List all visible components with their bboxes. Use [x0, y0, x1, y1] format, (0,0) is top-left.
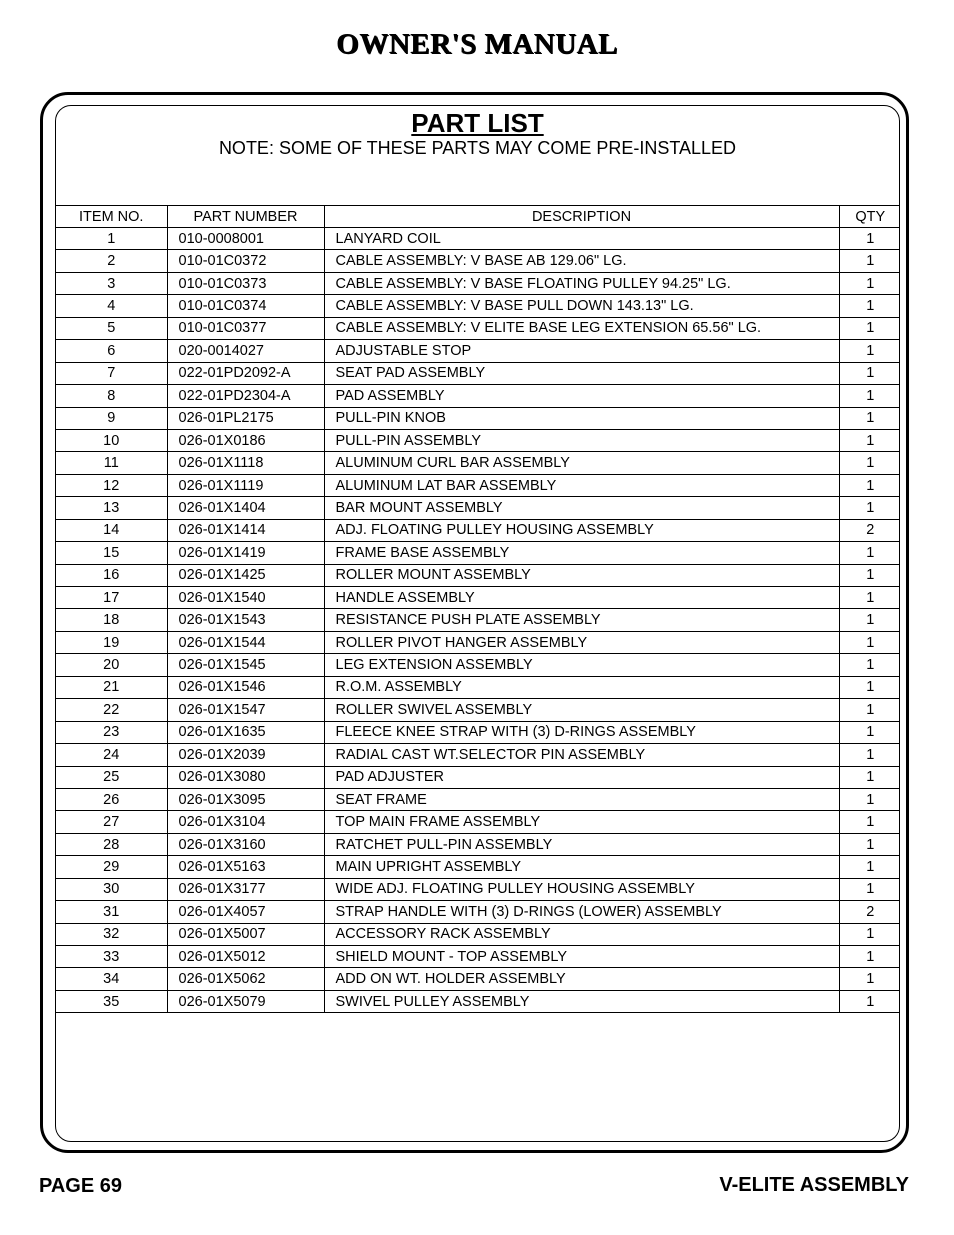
- table-row: [56, 990, 900, 1012]
- table-row: [56, 385, 900, 407]
- item-number-cell: 20: [56, 654, 167, 676]
- quantity-cell: 1: [839, 923, 900, 945]
- part-number-cell: 026-01PL2175: [167, 407, 324, 429]
- description-cell: PAD ADJUSTER: [324, 766, 839, 788]
- item-number-cell: 11: [56, 452, 167, 474]
- item-number-cell: 13: [56, 497, 167, 519]
- item-number-cell: 32: [56, 923, 167, 945]
- manual-title: OWNER'S MANUAL: [336, 28, 618, 60]
- quantity-cell: 1: [839, 362, 900, 384]
- part-number-cell: 026-01X3160: [167, 833, 324, 855]
- description-cell: BAR MOUNT ASSEMBLY: [324, 497, 839, 519]
- part-number-cell: 026-01X3095: [167, 788, 324, 810]
- table-row: [56, 766, 900, 788]
- description-cell: FRAME BASE ASSEMBLY: [324, 542, 839, 564]
- item-number-cell: 9: [56, 407, 167, 429]
- section-name: V-ELITE ASSEMBLY: [719, 1174, 909, 1196]
- table-row: [56, 587, 900, 609]
- table-row: [56, 878, 900, 900]
- column-header-description: DESCRIPTION: [324, 206, 839, 228]
- description-cell: RESISTANCE PUSH PLATE ASSEMBLY: [324, 609, 839, 631]
- table-row: [56, 923, 900, 945]
- part-number-cell: 026-01X3177: [167, 878, 324, 900]
- table-row: [56, 474, 900, 496]
- description-cell: ACCESSORY RACK ASSEMBLY: [324, 923, 839, 945]
- item-number-cell: 22: [56, 699, 167, 721]
- part-number-cell: 026-01X3104: [167, 811, 324, 833]
- part-number-cell: 022-01PD2304-A: [167, 385, 324, 407]
- quantity-cell: 2: [839, 901, 900, 923]
- item-number-cell: 26: [56, 788, 167, 810]
- quantity-cell: 1: [839, 609, 900, 631]
- description-cell: STRAP HANDLE WITH (3) D-RINGS (LOWER) ASSEMBLY: [324, 901, 839, 923]
- description-cell: ADD ON WT. HOLDER ASSEMBLY: [324, 968, 839, 990]
- quantity-cell: 1: [839, 654, 900, 676]
- description-cell: SHIELD MOUNT - TOP ASSEMBLY: [324, 946, 839, 968]
- quantity-cell: 1: [839, 878, 900, 900]
- page-number: PAGE 69: [39, 1175, 122, 1197]
- table-row: [56, 340, 900, 362]
- quantity-cell: 1: [839, 340, 900, 362]
- item-number-cell: 7: [56, 362, 167, 384]
- part-number-cell: 026-01X0186: [167, 429, 324, 451]
- description-cell: R.O.M. ASSEMBLY: [324, 676, 839, 698]
- table-row: [56, 542, 900, 564]
- table-row: [56, 564, 900, 586]
- description-cell: HANDLE ASSEMBLY: [324, 587, 839, 609]
- part-number-cell: 026-01X2039: [167, 744, 324, 766]
- part-list-title: PART LIST: [411, 108, 544, 138]
- table-row: [56, 317, 900, 339]
- table-row: [56, 452, 900, 474]
- quantity-cell: 1: [839, 856, 900, 878]
- table-row: [56, 856, 900, 878]
- part-number-cell: 026-01X1543: [167, 609, 324, 631]
- description-cell: ROLLER PIVOT HANGER ASSEMBLY: [324, 631, 839, 653]
- quantity-cell: 1: [839, 990, 900, 1012]
- item-number-cell: 3: [56, 272, 167, 294]
- part-number-cell: 026-01X1404: [167, 497, 324, 519]
- table-row: [56, 946, 900, 968]
- part-list-note: NOTE: SOME OF THESE PARTS MAY COME PRE-INSTALLED: [218, 138, 737, 158]
- part-number-cell: 026-01X1544: [167, 631, 324, 653]
- description-cell: ROLLER SWIVEL ASSEMBLY: [324, 699, 839, 721]
- quantity-cell: 1: [839, 744, 900, 766]
- part-number-cell: 026-01X1546: [167, 676, 324, 698]
- description-cell: RATCHET PULL-PIN ASSEMBLY: [324, 833, 839, 855]
- column-header-part-number: PART NUMBER: [167, 206, 324, 228]
- part-number-cell: 026-01X1425: [167, 564, 324, 586]
- item-number-cell: 35: [56, 990, 167, 1012]
- part-number-cell: 026-01X1414: [167, 519, 324, 541]
- item-number-cell: 25: [56, 766, 167, 788]
- item-number-cell: 24: [56, 744, 167, 766]
- description-cell: PULL-PIN KNOB: [324, 407, 839, 429]
- part-number-cell: 022-01PD2092-A: [167, 362, 324, 384]
- quantity-cell: 1: [839, 631, 900, 653]
- item-number-cell: 27: [56, 811, 167, 833]
- description-cell: CABLE ASSEMBLY: V BASE FLOATING PULLEY 94.25" LG.: [324, 272, 839, 294]
- table-row: [56, 519, 900, 541]
- column-header-item-no: ITEM NO.: [56, 206, 167, 228]
- item-number-cell: 19: [56, 631, 167, 653]
- quantity-cell: 2: [839, 519, 900, 541]
- part-number-cell: 010-01C0372: [167, 250, 324, 272]
- quantity-cell: 1: [839, 295, 900, 317]
- item-number-cell: 34: [56, 968, 167, 990]
- quantity-cell: 1: [839, 676, 900, 698]
- column-header-qty: QTY: [839, 206, 900, 228]
- item-number-cell: 18: [56, 609, 167, 631]
- part-number-cell: 026-01X5007: [167, 923, 324, 945]
- description-cell: LANYARD COIL: [324, 228, 839, 250]
- table-row: [56, 744, 900, 766]
- item-number-cell: 17: [56, 587, 167, 609]
- quantity-cell: 1: [839, 452, 900, 474]
- quantity-cell: 1: [839, 272, 900, 294]
- part-number-cell: 026-01X4057: [167, 901, 324, 923]
- item-number-cell: 33: [56, 946, 167, 968]
- item-number-cell: 5: [56, 317, 167, 339]
- quantity-cell: 1: [839, 946, 900, 968]
- quantity-cell: 1: [839, 407, 900, 429]
- part-number-cell: 026-01X1118: [167, 452, 324, 474]
- part-number-cell: 026-01X5079: [167, 990, 324, 1012]
- part-number-cell: 026-01X1545: [167, 654, 324, 676]
- table-row: [56, 968, 900, 990]
- quantity-cell: 1: [839, 385, 900, 407]
- description-cell: ALUMINUM CURL BAR ASSEMBLY: [324, 452, 839, 474]
- item-number-cell: 28: [56, 833, 167, 855]
- parts-table-body: [56, 228, 900, 1013]
- item-number-cell: 30: [56, 878, 167, 900]
- part-number-cell: 026-01X1540: [167, 587, 324, 609]
- table-row: [56, 788, 900, 810]
- parts-table: [56, 205, 900, 1013]
- part-number-cell: 020-0014027: [167, 340, 324, 362]
- table-row: [56, 721, 900, 743]
- part-number-cell: 026-01X1635: [167, 721, 324, 743]
- table-row: [56, 654, 900, 676]
- part-number-cell: 026-01X5163: [167, 856, 324, 878]
- item-number-cell: 16: [56, 564, 167, 586]
- description-cell: ALUMINUM LAT BAR ASSEMBLY: [324, 474, 839, 496]
- quantity-cell: 1: [839, 587, 900, 609]
- item-number-cell: 2: [56, 250, 167, 272]
- table-row: [56, 362, 900, 384]
- description-cell: TOP MAIN FRAME ASSEMBLY: [324, 811, 839, 833]
- quantity-cell: 1: [839, 474, 900, 496]
- table-row: [56, 228, 900, 250]
- table-row: [56, 676, 900, 698]
- item-number-cell: 23: [56, 721, 167, 743]
- description-cell: WIDE ADJ. FLOATING PULLEY HOUSING ASSEMBLY: [324, 878, 839, 900]
- description-cell: CABLE ASSEMBLY: V BASE PULL DOWN 143.13" LG.: [324, 295, 839, 317]
- quantity-cell: 1: [839, 766, 900, 788]
- table-row: [56, 901, 900, 923]
- quantity-cell: 1: [839, 317, 900, 339]
- item-number-cell: 1: [56, 228, 167, 250]
- item-number-cell: 10: [56, 429, 167, 451]
- quantity-cell: 1: [839, 564, 900, 586]
- part-list-panel: [55, 105, 900, 1142]
- part-number-cell: 026-01X1419: [167, 542, 324, 564]
- description-cell: PULL-PIN ASSEMBLY: [324, 429, 839, 451]
- quantity-cell: 1: [839, 228, 900, 250]
- description-cell: ADJUSTABLE STOP: [324, 340, 839, 362]
- description-cell: SEAT PAD ASSEMBLY: [324, 362, 839, 384]
- quantity-cell: 1: [839, 788, 900, 810]
- table-row: [56, 272, 900, 294]
- item-number-cell: 4: [56, 295, 167, 317]
- table-row: [56, 250, 900, 272]
- description-cell: FLEECE KNEE STRAP WITH (3) D-RINGS ASSEMBLY: [324, 721, 839, 743]
- table-header-row: [56, 206, 900, 228]
- description-cell: MAIN UPRIGHT ASSEMBLY: [324, 856, 839, 878]
- quantity-cell: 1: [839, 429, 900, 451]
- description-cell: CABLE ASSEMBLY: V BASE AB 129.06" LG.: [324, 250, 839, 272]
- table-row: [56, 609, 900, 631]
- part-number-cell: 026-01X1119: [167, 474, 324, 496]
- part-number-cell: 026-01X5062: [167, 968, 324, 990]
- description-cell: PAD ASSEMBLY: [324, 385, 839, 407]
- table-row: [56, 699, 900, 721]
- item-number-cell: 31: [56, 901, 167, 923]
- quantity-cell: 1: [839, 497, 900, 519]
- table-row: [56, 631, 900, 653]
- quantity-cell: 1: [839, 968, 900, 990]
- quantity-cell: 1: [839, 811, 900, 833]
- item-number-cell: 15: [56, 542, 167, 564]
- item-number-cell: 14: [56, 519, 167, 541]
- table-row: [56, 811, 900, 833]
- description-cell: SEAT FRAME: [324, 788, 839, 810]
- description-cell: LEG EXTENSION ASSEMBLY: [324, 654, 839, 676]
- item-number-cell: 12: [56, 474, 167, 496]
- description-cell: CABLE ASSEMBLY: V ELITE BASE LEG EXTENSION 65.56" LG.: [324, 317, 839, 339]
- quantity-cell: 1: [839, 833, 900, 855]
- table-row: [56, 833, 900, 855]
- part-number-cell: 010-0008001: [167, 228, 324, 250]
- quantity-cell: 1: [839, 250, 900, 272]
- description-cell: RADIAL CAST WT.SELECTOR PIN ASSEMBLY: [324, 744, 839, 766]
- part-number-cell: 010-01C0374: [167, 295, 324, 317]
- item-number-cell: 21: [56, 676, 167, 698]
- part-number-cell: 010-01C0373: [167, 272, 324, 294]
- quantity-cell: 1: [839, 699, 900, 721]
- part-number-cell: 010-01C0377: [167, 317, 324, 339]
- item-number-cell: 8: [56, 385, 167, 407]
- part-number-cell: 026-01X1547: [167, 699, 324, 721]
- table-row: [56, 429, 900, 451]
- description-cell: ADJ. FLOATING PULLEY HOUSING ASSEMBLY: [324, 519, 839, 541]
- description-cell: ROLLER MOUNT ASSEMBLY: [324, 564, 839, 586]
- table-row: [56, 295, 900, 317]
- part-number-cell: 026-01X3080: [167, 766, 324, 788]
- quantity-cell: 1: [839, 721, 900, 743]
- part-number-cell: 026-01X5012: [167, 946, 324, 968]
- table-row: [56, 407, 900, 429]
- description-cell: SWIVEL PULLEY ASSEMBLY: [324, 990, 839, 1012]
- table-row: [56, 497, 900, 519]
- item-number-cell: 29: [56, 856, 167, 878]
- quantity-cell: 1: [839, 542, 900, 564]
- item-number-cell: 6: [56, 340, 167, 362]
